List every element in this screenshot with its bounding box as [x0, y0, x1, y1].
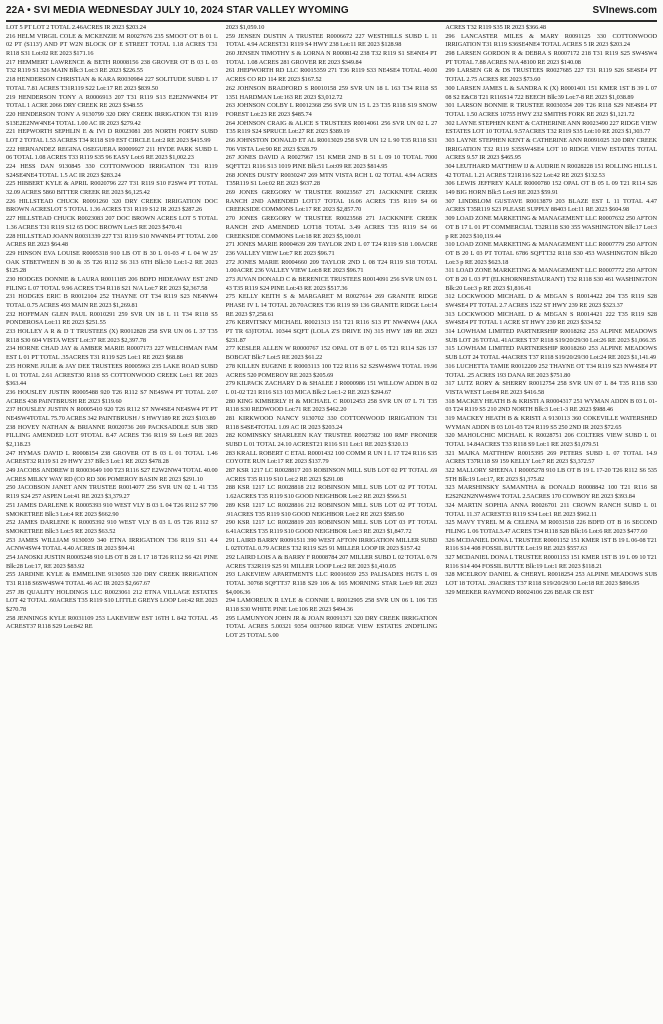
tax-listing-entry: 269 JONES GREGORY W TRUSTEE R0023567 271 JACKKNIFE CREEK RANCH 2ND AMENDED LOT17 TOTAL 16.06 ACRES T35 R119 S4 66 CREEKSIDE COMMONS Lot:17 RE 2023 $2,857.70 [225, 189, 438, 214]
tax-listing-entry: 224 HESS DAN 9130845 330 COTTONWOOD IRRIGATION T31 R119 S24SE4NE4 TOTAL 1.5 AC IR 2023 $283.24 [6, 163, 218, 179]
header-separator: • [27, 4, 31, 16]
tax-listing-entry: 233 HOLLEY A R & D T TRUSTEES (X) R0012828 258 SVR UN 06 L 37 T35 R118 S30 604 VISTA WEST Lot:37 RE 2023 $2,397.78 [6, 328, 218, 344]
edition-name: STAR VALLEY WYOMING [226, 4, 349, 16]
tax-listing-entry: 322 MALLORY SHEENA I R0005278 910 LB OT B 19 L 17-20 T26 R112 S6 535 5TH Blk:19 Lot:17, RE 2023 $1,375.82 [445, 467, 657, 483]
page-header [6, 0, 657, 22]
tax-listing-entry: 262 JOHNSON BRADFORD S R0010158 259 SVR UN 18 L 163 T34 R118 S5 1351 HARDMAN Lot:163 RE 2023 $3,012.72 [225, 84, 438, 101]
legal-notice-columns [6, 24, 657, 1020]
tax-listing-entry: 226 HILLSTEAD CHUCK R0091260 320 DRY CREEK IRRIGATION DOC BROWN ACRESLOT 5 TOTAL 1.36 ACRES T31 R119 S12 IR 2023 $287.26 [6, 197, 218, 214]
tax-listing-entry: 320 MAHOLCHIC MICHAEL K R0028751 206 COLTERS VIEW SUBD L 01 TOTAL 14.84ACRES T33 R118 S9 Lot:1 RE 2023 $1,079.51 [445, 432, 657, 448]
tax-listing-entry: 271 JONES MARIE R0004639 209 TAYLOR 2ND L 07 T24 R119 S18 1.00ACRE 236 VALLEY VIEW Lot:7 RE 2023 $96.71 [225, 241, 438, 257]
tax-listing-entry: 257 JB QUALITY HOLDINGS LLC R0023061 212 ETNA VILLAGE ESTATES LOT 42 TOTAL .60ACRES T35 R119 S10 LITTLE GREYS LOOP Lot:42 RE 2023 $270.78 [6, 588, 218, 614]
page-number: 22A [6, 4, 25, 16]
tax-listing-entry: 258 JENNINGS KYLE R0031109 253 LAKEVIEW EST 16TH L 842 TOTAL .45 ACREST37 R118 S29 Lot:842 RE [6, 614, 218, 631]
tax-listing-entry: 228 HILLSTEAD JOANN R0031339 227 T31 R119 S10 NW4NE4 PT TOTAL 2.00 ACRES RE 2023 $64.48 [6, 232, 218, 249]
tax-listing-entry: 231 HODGES ERIC B R0012104 252 THAYNE OT T34 R119 S23 NE4NW4 TOTAL 0.75 ACRES 493 MAIN RE 2023 $1,269.81 [6, 293, 218, 309]
tax-listing-entry: 314 LOWHAM LIMITED PARTNERSHIP R0018262 253 ALPINE MEADOWS SUB LOT 26 TOTAL 41ACRES T37 R118 S19/20/29/30 Lot:26 RE 2023 $1,066.35 [445, 328, 657, 344]
tax-listing-entry: 282 KOMINSKY SHARLEEN KAY TRUSTEE R0027382 100 RMF FRONIER SUBD L 01 TOTAL 24.10 ACREST21 R116 S11 Lot:1 RE 2023 $320.13 [225, 432, 438, 448]
tax-listing-entry: 318 MACKEY HEATH B & KRISTI A R0004317 251 WYMAN ADDN B 03 L 01-03 T24 R119 S5 210 2ND NORTH Blk:3 Lot:1-3 RE 2023 $988.46 [445, 397, 657, 414]
tax-listing-entry: 252 JAMES DARLENE K R0005392 910 WEST VLY B 03 L 05 T26 R112 S7 SMOKETREE Blk:3 Lot:5 RE 2023 $63.52 [6, 519, 218, 535]
tax-listing-entry: 259 JENSEN DUSTIN A TRUSTEE R0006672 227 WESTHILLS SUBD L 11 TOTAL 4.94 ACREST31 R119 S4 HWY 238 Lot:11 RE 2023 $128.98 [225, 32, 438, 49]
tax-listing-entry: 292 LAIRD LOIS A & BARRY F R0008784 207 MILLER SUBD L 02 TOTAL 0.79 ACRES T32R119 S25 91 MILLER LOOP Lot:2 RE 2023 $1,410.05 [225, 553, 438, 570]
tax-listing-entry: 291 LAIRD BARRY R0091511 390 WEST AFTON IRRIGATION MILLER SUBD L 02TOTAL 0.79 ACRES T32 R119 S25 91 MILLER LOOP IR 2023 $157.42 [225, 536, 438, 553]
tax-listing-entry: 287 KSR 1217 LC R0028817 203 ROBINSON MILL SUB LOT 02 PT TOTAL .69 ACRES T35 R119 S10 Lot:2 RE 2023 $291.08 [225, 467, 438, 483]
tax-listing-entry: 329 MEEKER RAYMOND R0024106 226 BEAR CR EST [445, 588, 594, 596]
tax-listing-entry: 261 JHEPWORTH RD LLC R0015359 271 T36 R119 S33 NE4SE4 TOTAL 40.00 ACRES CO RD 114 RE 2023 $167.52 [225, 67, 438, 84]
tax-listing-entry: 295 LAMUNYON JOHN JR & JOAN R0091371 320 DRY CREEK IRRIGATION TOTAL ACRES 5.00321 9354 0037600 RIDGE VIEW ESTATES 2NDFILING LOT 25 TOTAL 5.00 [225, 614, 438, 640]
tax-listing-entry: 310 LOAD ZONE MARKETING & MANAGEMENT LLC R0007779 250 AFTON OT B 20 L 03 PT TOTAL 6786 SQFTT32 R118 S30 453 WASHINGTON Blk:20 Lot:3 p RE 2023 $623.18 [445, 241, 657, 266]
tax-listing-entry: 253 JAMES WILLIAM 9130039 340 ETNA IRRIGATION T36 R119 S11 4.4 ACNW4SW4 TOTAL 4.40 ACRES IR 2023 $94.41 [6, 536, 218, 553]
publication-name: SVI MEDIA [33, 4, 86, 16]
tax-listing-entry: 288 KSR 1217 LC R0028818 212 ROBINSON MILL SUB LOT 02 PT TOTAL 1.62ACRES T35 R119 S10 GOOD NEIGHBOR Lot:2 RE 2023 $566.51 [225, 484, 438, 501]
tax-listing-entry: 306 LEWIS JEFFREY KALE R0000780 152 OPAL OT B 05 L 09 T21 R114 S26 149 BIG HORN Blk:5 Lot:9 RE 2023 $59.91 [445, 180, 657, 197]
tax-listing-entry: 313 LOCKWOOD MICHAEL D & MEGAN S R0014421 222 T35 R119 S28 SW4SE4 PT TOTAL 1 ACRE ST HWY 239 RE 2023 $334.52 [445, 310, 657, 327]
tax-listing-entry: 263 JOHNSON COLBY L R0012368 256 SVR UN 15 L 23 T35 R118 S19 SNOW FOREST Lot:23 RE 2023 $485.74 [225, 102, 438, 118]
tax-listing-entry: 294 LAMOREUX R LYLE & CONNIE L R0012905 258 SVR UN 06 L 106 T35 R118 S30 WHITE PINE Lot:106 RE 2023 $494.36 [225, 597, 438, 614]
tax-listing-entry: 290 KSR 1217 LC R0028819 203 ROBINSON MILL SUB LOT 03 PT TOTAL 6.41ACRES T35 R119 S10 GOOD NEIGHBOR Lot:3 RE 2023 $1,847.72 [225, 519, 438, 535]
tax-listing-entry: 260 JENSEN TIMOTHY S & LORNA N R0008142 238 T32 R119 S1 SE4NE4 PT TOTAL 1.08 ACRES 281 GROVER RE 2023 $349.84 [225, 50, 438, 66]
tax-listing-entry: 321 MAJKA MATTHEW R0015395 269 PETERS SUBD L 07 TOTAL 14.9 ACRES T37R118 S9 159 KELLY Lot:7 RE 2023 $3,372.57 [445, 449, 657, 466]
tax-listing-entry: 307 LINDBLOM GUSTAVE R0013879 203 BLAZE EST L 11 TOTAL 4.47 ACRES T35R119 S23 PLEASE SUPPLY 88403 Lot:11 RE 2023 $604.98 [445, 197, 657, 214]
tax-listing-entry: 301 LARSON BONNIE R TRUSTEE R0030354 209 T26 R118 S29 NE4SE4 PT TOTAL 1.50 ACRES 10755 HWY 232 SMITHS FORK RE 2023 $1,121.72 [445, 102, 657, 118]
tax-listing-entry: 273 JUVAN DONALD C & BERENICE TRUSTEES R0014091 256 SVR UN 03 L 43 T35 R119 S24 PINE Lot:43 RE 2023 $517.36 [225, 275, 438, 292]
tax-listing-entry: 232 HOFFMAN GLEN PAUL R0010291 259 SVR UN 18 L 11 T34 R118 S5 PONDEROSA Lot:11 RE 2023 $251.55 [6, 310, 218, 327]
tax-listing-entry: ACRES T32 R119 S35 IR 2023 $366.48 [445, 24, 546, 31]
tax-listing-entry: 250 JACOBSON JANET ANN TRUSTEE R0014077 256 SVR UN 02 L 41 T35 R119 S24 257 ASPEN Lot:41 RE 2023 $3,379.27 [6, 484, 218, 501]
tax-listing-entry: 316 LUCHETTA TAMIE R0012209 252 THAYNE OT T34 R119 S23 NW4SE4 PT TOTAL .25 ACRES 193 DANA RE 2023 $751.80 [445, 362, 657, 379]
tax-listing-entry: 317 LUTZ RORY & SHERRY R0012754 258 SVR UN 07 L 84 T35 R118 S30 VISTA WEST Lot:84 RE 2023 $416.58 [445, 380, 657, 396]
tax-listing-entry: 2023 $1,059.10 [225, 24, 265, 31]
tax-listing-entry: 270 JONES GREGORY W TRUSTEE R0023568 271 JACKKNIFE CREEK RANCH 2ND AMENDED LOT18 TOTAL 3.49 ACRES T35 R119 S4 66 CREEKSIDE COMMONS Lot:18 RE 2023 $5,100.01 [225, 215, 438, 240]
tax-listing-entry: 299 LARSEN GR & DS TRUSTEES R0027685 227 T31 R119 S26 SE4SE4 PT TOTAL 2.75 ACRES RE 2023 $73.60 [445, 67, 657, 84]
tax-listing-entry: 249 JACOBS ANDREW II R0003649 100 T23 R116 S27 E2W2NW4 TOTAL 40.00 ACRES MILKY WAY RD (CO RD 306 POMEROY BASIN RE 2023 $291.10 [6, 467, 218, 483]
tax-listing-entry: 276 KERVITSKY MICHAEL R0021313 151 T21 R116 S13 PT NW4NW4 (AKA PT TR 63)TOTAL 10344 SQFT (LOLA Z'S DRIVE IN) 315 HWY 189 RE 2023 $231.87 [225, 319, 438, 344]
column-1 [6, 24, 218, 1020]
tax-listing-entry: 218 HENDERSON CHRISTIAN & KARA R0030984 227 SOLITUDE SUBD L 17 TOTAL 7.81 ACRES T31R119 S22 Lot:17 RE 2023 $839.50 [6, 76, 218, 92]
tax-listing-entry: 255 JARDINE KYLE & EMMELINE 9130503 320 DRY CREEK IRRIGATION T31 R118 S6SW4SW4 TOTAL 46 AC IR 2023 $2,667.67 [6, 571, 218, 587]
tax-listing-entry: 236 HOUSLEY JUSTIN R0005488 920 T26 R112 S7 NE4SW4 PT TOTAL 2.07 ACRES 438 PAINTBRUSH RE 2023 $119.60 [6, 388, 218, 405]
tax-listing-entry: 230 HODGES DONNIE & LAURA R0011185 206 BDFD HIDEAWAY EST 2ND FILING L 07 TOTAL 9.96 ACRES T34 R118 S21 N/A Lot:7 RE 2023 $2,367.58 [6, 275, 218, 292]
issue-date: WEDNESDAY JULY 10, 2024 [88, 4, 224, 16]
tax-listing-entry: 275 KELLY KEITH S & MARGARET M R0027614 269 GRANITE RIDGE PHASE IV L 14 TOTAL 20.70ACRES T36 R119 S9 136 GRANITE RIDGE Lot:14 RE 2023 $7,258.61 [225, 293, 438, 318]
tax-listing-entry: 268 JONES DUSTY R0030247 269 MTN VISTA RCH L 02 TOTAL 4.94 ACRES T35R119 S1 Lot:02 RE 2023 $637.28 [225, 171, 438, 188]
tax-listing-entry: 323 MARSHINSKY SAMANTHA & DONALD R0008842 100 T21 R116 S8 E2S2N2N2NW4SW4 TOTAL 2.5ACRES 170 COWBOY RE 2023 $393.84 [445, 484, 657, 501]
header-dateline [6, 5, 349, 16]
tax-listing-entry: 278 KILLEN EUGENE E R0003113 100 T22 R116 S2 S2SW4SW4 TOTAL 19.96 ACRES 520 POMEROY RE 2023 $205.69 [225, 362, 438, 379]
tax-listing-entry: 324 MARTIN SOPHIA ANNA R0026701 211 CROWN RANCH SUBD L 01 TOTAL 11.37 ACREST33 R119 S34 Lot:1 RE 2023 $962.11 [445, 501, 657, 518]
tax-listing-entry: 277 KESLER ALLEN W R0000767 152 OPAL OT B 07 L 05 T21 R114 S26 137 BOBCAT Blk:7 Lot:5 RE 2023 $61.22 [225, 345, 438, 362]
column-2 [226, 24, 438, 1020]
tax-listing-entry: 298 LARSEN GORDON R & DEBRA S R0007172 218 T31 R119 S25 SW4SW4 PT TOTAL 7.88 ACRES N/A 48100 RE 2023 $140.08 [445, 50, 657, 66]
tax-listing-entry: 326 MCDANIEL DONA L TRUSTEE R0001152 151 KMER 1ST B 19 L 06-08 T21 R116 S14 408 FOSSIL BUTTE Lot:19 RE 2023 $557.63 [445, 536, 657, 553]
tax-listing-entry: 303 LAYNE STEPHEN KENT & CATHERINE ANN R0091025 320 DRY CREEK IRRIGATION T32 R119 S35SW4SE4 LOT 10 RIDGE VIEW ESTATES TOTAL ACRES 9.57 IR 2023 $465.95 [445, 136, 657, 162]
tax-listing-entry: 234 HORNE CHAD JAY & AMBER MARIE R0007173 227 WELCHMAN FAM EST L 01 PT TOTAL .35ACRES T31 R119 S25 Lot:1 RE 2023 $68.88 [6, 345, 218, 362]
tax-listing-entry: 300 LARSEN JAMES L & SANDRA K (X) R0001401 151 KMER 1ST B 39 L 07 08 S2 E&C8 T21 R116S14 722 BEECH Blk:39 Lot:7-8 RE 2023 $1,038.89 [445, 84, 657, 101]
tax-listing-entry: 217 HEMMERT LAWRENCE & BETH R0008156 238 GROVER OT B 03 L 03 T32 R119 S1 326 MAIN Blk:3 Lot:3 RE 2023 $226.55 [6, 58, 218, 75]
tax-listing-entry: 247 HYMAS DAVID L R0008154 238 GROVER OT B 03 L 01 TOTAL 1.46 ACREST32 R119 S1 29 HWY 237 Blk:3 Lot:1 RE 2023 $478.28 [6, 449, 218, 466]
tax-listing-entry: 283 KRALL ROBERT C ETAL R0001432 100 COMM R UN I L 17 T24 R116 S35 COYOTE RUN Lot:17 RE 2023 $137.79 [225, 449, 438, 466]
tax-listing-entry: 304 LEUTHARD MATTHEW IJ & AUDRIE N R0028228 151 ROLLING HILLS L 42 TOTAL 1.21 ACRES T21R116 S22 Lot:42 RE 2023 $132.53 [445, 163, 657, 179]
tax-listing-entry: 280 KING KIMBERLY H & MICHAEL C R0012453 258 SVR UN 07 L 71 T35 R118 S30 REDWOOD Lot:71 RE 2023 $462.20 [225, 397, 438, 414]
tax-listing-entry: 281 KIRKWOOD NANCY 9130702 330 COTTONWOOD IRRIGATION T31 R118 S4SE4TOTAL 1.09 AC IR 2023 $203.24 [225, 414, 438, 431]
tax-listing-entry: 229 HINSON EVA LOUISE R0005318 910 LB OT B 30 L 01-03 4' L 04 W 25' OAK STBETWEEN B 30 & 35 T26 R112 S6 313 6TH Blk:30 Lot:1-2 RE 2023 $125.28 [6, 249, 218, 275]
tax-listing-entry: 315 LOWHAM LIMITED PARTNERSHIP R0018260 253 ALPINE MEADOWS SUB LOT 24 TOTAL 44ACRES T37 R118 S19/20/29/30 Lot:24 RE 2023 $1,141.49 [445, 345, 657, 362]
tax-listing-entry: 222 HERNANDEZ REGINA OSEGUERA R0009927 211 HYDE PARK SUBD L 06 TOTAL 1.08 ACRES T33 R119 S35 96 EASY Lot:6 RE 2023 $1,002.23 [6, 145, 218, 162]
tax-listing-entry: 264 JOHNSON CRAIG & ALICE S TRUSTEES R0014061 256 SVR UN 02 L 27 T35 R119 S24 SPRUCE Lot:27 RE 2023 $389.19 [225, 119, 438, 136]
tax-listing-entry: 251 JAMES DARLENE K R0005393 910 WEST VLY B 03 L 04 T26 R112 S7 790 SMOKETREE Blk:3 Lot:4 RE 2023 $662.90 [6, 501, 218, 518]
tax-listing-entry: 237 HOUSLEY JUSTIN N R0005410 920 T26 R112 S7 NW4SE4 NE4SW4 PT PT NE4SW4TOTAL 75.70 ACRES 342 PAINTBRUSH / S HWY189 RE 2023 $103.89 [6, 406, 218, 422]
column-3 [445, 24, 657, 1020]
tax-listing-entry: 302 LAYNE STEPHEN KENT & CATHERINE ANN R0023490 227 RIDGE VIEW ESTATES LOT 10 TOTAL 9.57ACRES T32 R119 S35 Lot:10 RE 2023 $1,303.77 [445, 119, 657, 136]
tax-listing-entry: 319 MACKEY HEATH B & KRISTI A 9130113 360 COKEVILLE WATERSHED WYMAN ADDN B 03 L01-03 T24 R119 S5 250 2ND IR 2023 $72.65 [445, 414, 657, 431]
tax-listing-entry: 225 HIBBERT KYLE & APRIL R0020796 227 T31 R119 S10 F2SW4 PT TOTAL 32.09 ACRES 5860 BITTER CREEK RE 2023 $6,125.42 [6, 180, 218, 197]
tax-listing-entry: 254 JANOSKI JUSTIN R0005248 910 LB OT B 28 L 17 18 T26 R112 S6 421 PINE Blk:28 Lot:17, RE 2023 $83.92 [6, 553, 218, 570]
tax-listing-entry: 311 LOAD ZONE MARKETING & MANAGEMENT LLC R0007772 250 AFTON OT B 20 L 03 PT (ELKHORNRESTAURANT) T32 R118 S30 461 WASHINGTON Blk:20 Lot:3 p RE 2023 $1,816.41 [445, 267, 657, 292]
tax-listing-entry: 289 KSR 1217 LC R0028816 212 ROBINSON MILL SUB LOT 02 PT TOTAL .91ACRES T35 R119 S10 GOOD NEIGHBOR Lot:2 RE 2023 $585.90 [225, 501, 438, 518]
tax-listing-entry: 272 JONES MARIE R0004660 209 TAYLOR 2ND L 08 T24 R119 S18 TOTAL 1.00ACRE 236 VALLEY VIEW Lot:8 RE 2023 $96.71 [225, 258, 438, 275]
tax-listing-entry: 235 HORNE JULIE & JAY DEE TRUSTEES R0005963 235 LAKE ROAD SUBD L 01 TOTAL 2.61 ACREST30 R118 S5 COTTONWOOD CREEK Lot:1 RE 2023 $363.44 [6, 362, 218, 388]
tax-listing-entry: 325 MAVY TYREL M & CELENA M R0031518 226 BDFD OT B 16 SECOND FILING L 06 TOTAL3.47 ACRES T34 R118 S28 Blk:16 Lot:6 RE 2023 $477.60 [445, 519, 657, 535]
tax-listing-entry: 296 LANCASTER MILES & MARY R0091125 330 COTTONWOOD IRRIGATION T31 R119 S36SE4NE4 TOTAL ACRES 5 IR 2023 $203.24 [445, 32, 657, 49]
tax-listing-entry: LOT 5 PT LOT 2 TOTAL 2.46ACRES IR 2023 $203.24 [6, 24, 146, 31]
tax-listing-entry: 216 HELM VIRGIL COLE & MCKENZIE M R0027676 235 SMOOT OT B 01 L 02 PT (S113') AND PT W2N BLOCK OF E STREET TOTAL 1.18 ACRES T31 R118 S31 Lot:02 RE 2023 $171.16 [6, 32, 218, 58]
tax-listing-entry: 267 JONES DAVID A R0027967 151 KMER 2ND B 51 L 09 10 TOTAL 7000 SQFTT21 R116 S13 1019 PINE Blk:51 Lot:09 RE 2023 $814.95 [225, 154, 438, 170]
tax-listing-entry: 312 LOCKWOOD MICHAEL D & MEGAN S R0014422 204 T35 R119 S28 SW4SE4 PT TOTAL 2.7 ACRES 1522 ST HWY 239 RE 2023 $323.37 [445, 293, 657, 309]
tax-listing-entry: 238 HOVEY NATHAN & BRIANNE R0020736 269 PACKSADDLE SUB 3RD FILLING AMENDED LOT 9TOTAL 8.47 ACRES T36 R119 S9 Lot:9 RE 2023 $2,118.23 [6, 423, 218, 448]
tax-listing-entry: 227 HILLSTEAD CHUCK R0023083 207 DOC BROWN ACRES LOT 5 TOTAL 1.36 ACRES T31 R119 S12 65 DOC BROWN Lot:5 RE 2023 $470.41 [6, 215, 218, 231]
tax-listing-entry: 293 LAKEVIEW APARTMENTS LLC R0016039 253 PALISADES HGTS L 09 TOTAL 30768 SQFTT37 R118 S29 106 & 165 MORNING STAR Lot:9 RE 2023 $4,006.36 [225, 571, 438, 596]
tax-listing-entry: 220 HENDERSON TONY A 9130799 320 DRY CREEK IRRIGATION T31 R119 S13E2E2NW4NE4 TOTAL 1.00 AC IR 2023 $279.42 [6, 110, 218, 127]
website-name: SVInews.com [592, 4, 657, 16]
tax-listing-entry: 279 KILPACK ZACHARY D & SHALEE J R0000986 151 WILLOW ADDN B 02 L 01-02 T21 R116 S13 103 MICA Blk:2 Lot:1-2 RE 2023 $294.67 [225, 380, 438, 396]
tax-listing-entry: 328 MCELROY DANIEL & CHERYL R0018254 253 ALPINE MEADOWS SUB LOT 18 TOTAL .39ACRES T37 R118 S19/20/29/30 Lot:18 RE 2023 $896.95 [445, 571, 657, 587]
tax-listing-entry: 309 LOAD ZONE MARKETING & MANAGEMENT LLC R0007632 250 AFTON OT B 17 L 01 PT COMMERCIAL T32R118 S30 355 WASHINGTON Blk:17 Lot:3 p RE 2023 $10,119.44 [445, 215, 657, 240]
tax-listing-entry: 266 JOHNSTON DONALD ET AL R0013029 258 SVR UN 12 L 90 T35 R118 S31 706 VISTA Lot:90 RE 2023 $328.79 [225, 136, 438, 153]
tax-listing-entry: 327 MCDANIEL DONA L TRUSTEE R0001153 151 KMER 1ST B 19 L 09 10 T21 R116 S14 404 FOSSIL BUTTE Blk:19 Lot:1 RE 2023 $118.21 [445, 553, 657, 570]
tax-listing-entry: 221 HEPWORTH SEPHLIN E & IVI D R0023081 205 NORTH FORTY SUBD LOT 2 TOTAL 1.53 ACRES T34 R118 S19 EST CIRCLE Lot:2 RE 2023 $415.99 [6, 128, 218, 144]
tax-listing-entry: 219 HENDERSON TONY A R0006913 207 T31 R119 S13 E2E2NW4NE4 PT TOTAL 1 ACRE 2066 DRY CREEK RE 2023 $348.55 [6, 93, 218, 110]
